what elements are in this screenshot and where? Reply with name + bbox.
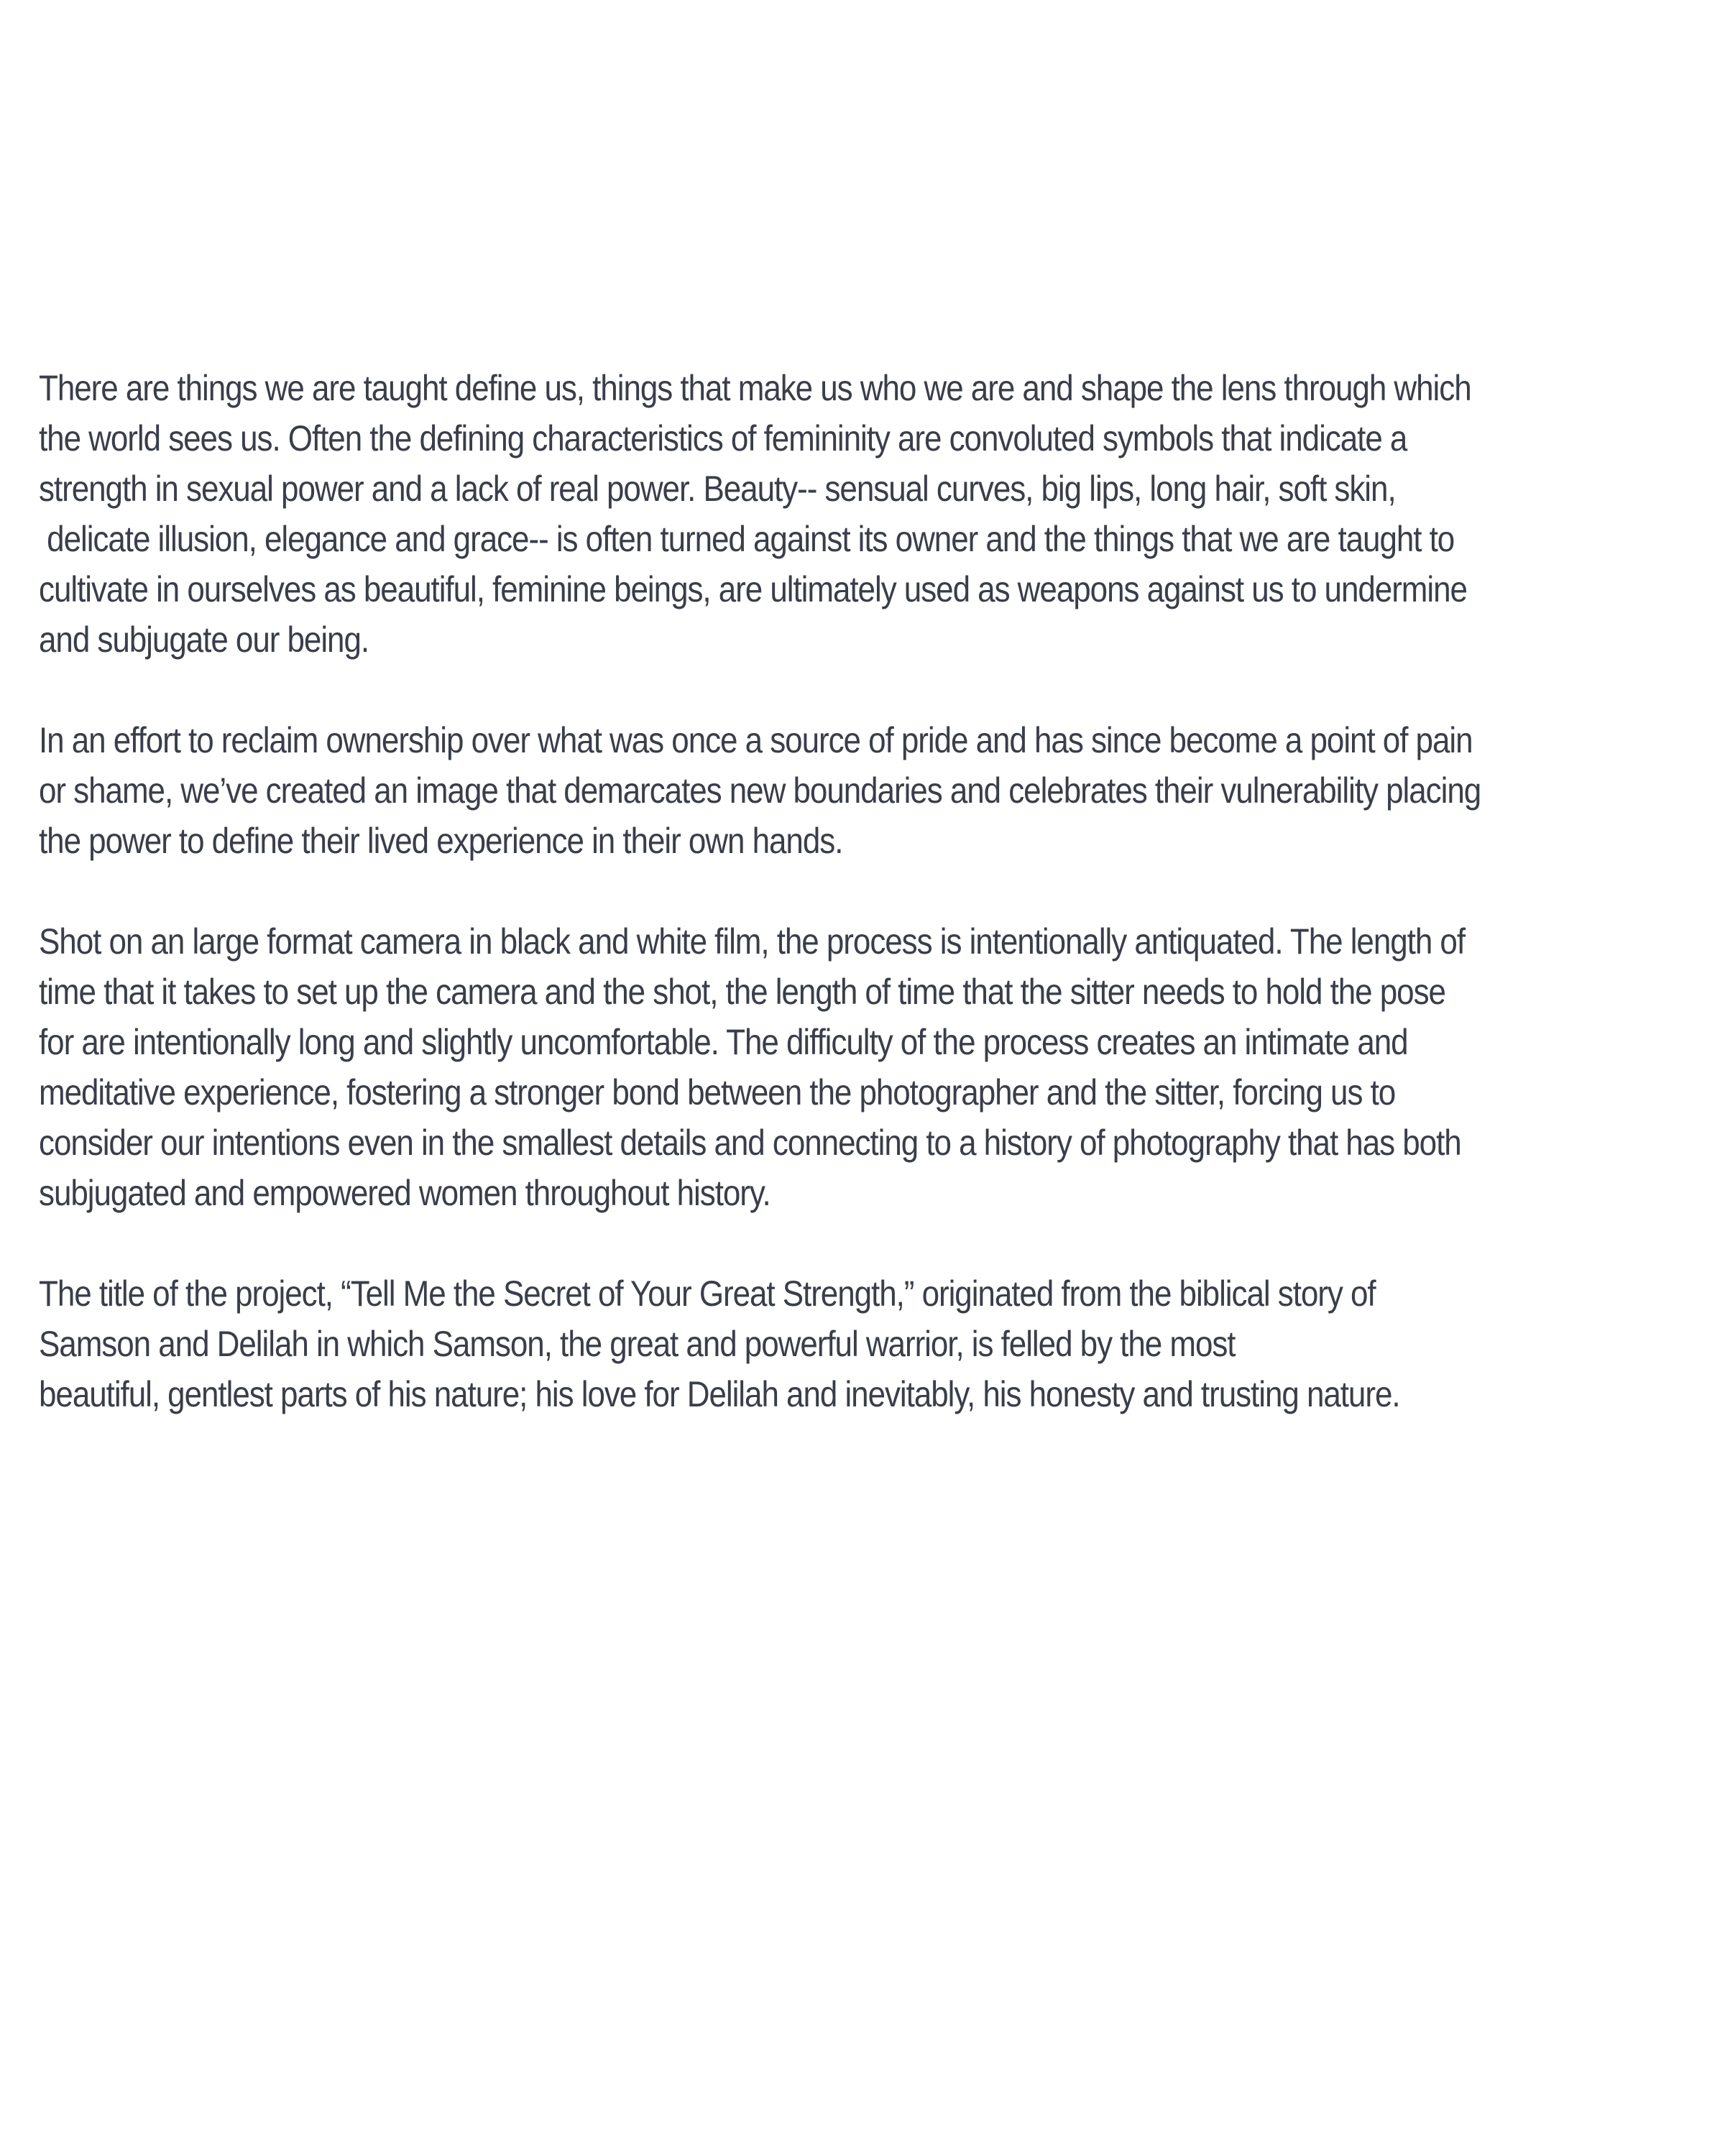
text-line: consider our intentions even in the smallest details and connecting to a history of photography that has both [39,1123,1461,1163]
text-line: meditative experience, fostering a stronger bond between the photographer and the sitter, forcing us to [39,1072,1396,1112]
text-line: the world sees us. Often the defining characteristics of femininity are convoluted symbols that indicate a [39,418,1407,459]
text-line: beautiful, gentlest parts of his nature; his love for Delilah and inevitably, his honesty and trusting nature. [39,1374,1400,1414]
text-line: or shame, we’ve created an image that demarcates new boundaries and celebrates their vulnerability placing [39,770,1481,811]
text-line: There are things we are taught define us, things that make us who we are and shape the lens through which [39,368,1471,408]
text-line: for are intentionally long and slightly uncomfortable. The difficulty of the process creates an intimate and [39,1022,1408,1062]
artist-statement [39,363,1519,1470]
text-line: strength in sexual power and a lack of real power. Beauty-- sensual curves, big lips, long hair, soft skin, [39,469,1396,509]
paragraph-title [39,1268,1519,1419]
text-line: The title of the project, “Tell Me the Secret of Your Great Strength,” originated from the biblical story of [39,1273,1376,1314]
text-line: In an effort to reclaim ownership over what was once a source of pride and has since become a point of pain [39,720,1473,760]
text-line: time that it takes to set up the camera and the shot, the length of time that the sitter needs to hold the pose [39,972,1445,1012]
paragraph-femininity [39,363,1519,665]
text-line: the power to define their lived experience in their own hands. [39,821,843,861]
text-line: and subjugate our being. [39,619,369,660]
text-line: Shot on an large format camera in black and white film, the process is intentionally antiquated. The length of [39,921,1466,962]
paragraph-process [39,916,1519,1218]
text-line: cultivate in ourselves as beautiful, feminine beings, are ultimately used as weapons against us to undermine [39,569,1467,609]
paragraph-reclaim [39,715,1519,866]
text-line: delicate illusion, elegance and grace-- is often turned against its owner and the things that we are taught to [39,519,1455,559]
text-line: Samson and Delilah in which Samson, the great and powerful warrior, is felled by the most [39,1324,1236,1364]
text-line: subjugated and empowered women throughout history. [39,1173,770,1213]
